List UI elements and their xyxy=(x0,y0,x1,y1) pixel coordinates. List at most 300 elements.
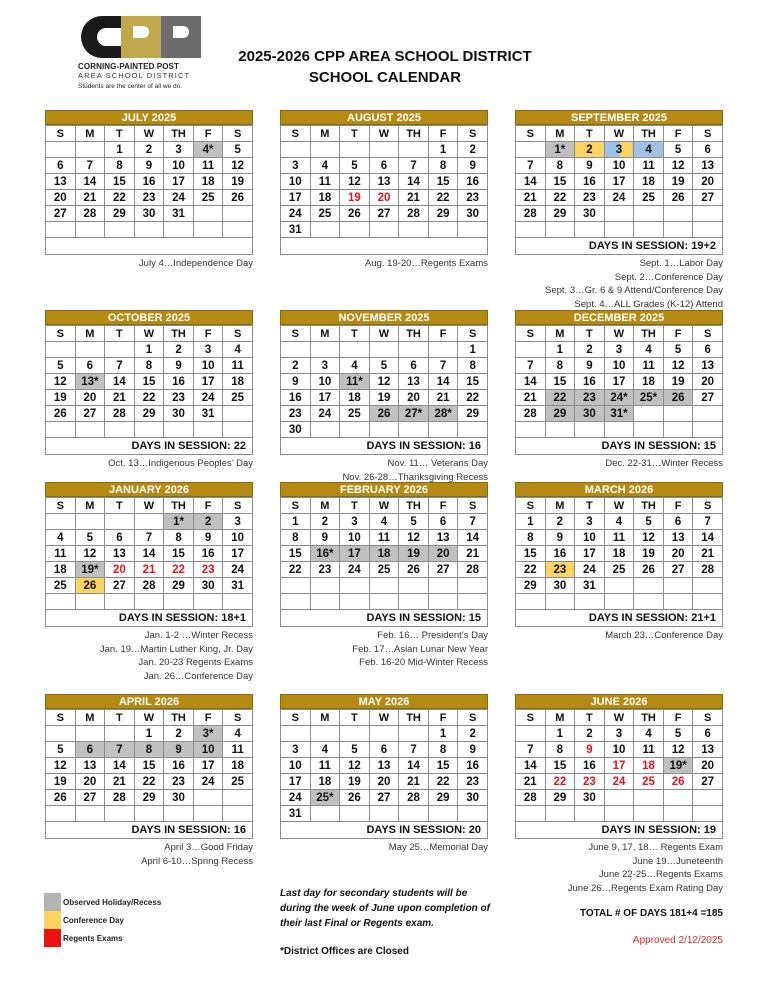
day-cell: 27* xyxy=(399,406,429,422)
day-cell: 7 xyxy=(105,742,135,758)
week-row xyxy=(281,358,488,374)
day-cell: 15 xyxy=(105,174,135,190)
day-cell: 13 xyxy=(46,174,76,190)
week-row xyxy=(281,206,488,222)
day-cell: 29 xyxy=(458,406,488,422)
day-cell xyxy=(193,806,223,822)
day-cell: 10 xyxy=(575,530,605,546)
month-march-2026 xyxy=(515,482,723,643)
note-line: Jan. 26…Conference Day xyxy=(143,670,253,682)
week-row xyxy=(46,742,253,758)
day-cell: 10 xyxy=(340,530,370,546)
day-cell: 31 xyxy=(281,806,311,822)
day-cell: 3 xyxy=(281,742,311,758)
day-cell xyxy=(340,342,370,358)
day-cell xyxy=(193,790,223,806)
week-row xyxy=(516,342,723,358)
logo-name: CORNING-PAINTED POST xyxy=(78,62,179,71)
weekday-header: W xyxy=(134,126,164,142)
week-row xyxy=(281,422,488,438)
day-cell: 17 xyxy=(164,174,194,190)
day-cell: 26 xyxy=(663,190,693,206)
day-cell: 11 xyxy=(193,158,223,174)
note-line: June 26…Regents Exam Rating Day xyxy=(567,882,723,894)
day-cell: 20 xyxy=(75,774,105,790)
week-row xyxy=(281,806,488,822)
day-cell xyxy=(223,406,253,422)
day-cell: 14 xyxy=(105,374,135,390)
day-cell: 5 xyxy=(663,142,693,158)
day-cell: 19 xyxy=(223,174,253,190)
month-table xyxy=(515,709,723,822)
day-cell: 14 xyxy=(399,758,429,774)
week-row xyxy=(46,222,253,238)
note-line: Jan. 1-2 …Winter Recess xyxy=(144,630,253,641)
logo-tagline: Students are the center of all we do. xyxy=(78,83,183,90)
day-cell xyxy=(399,594,429,610)
weekday-header: M xyxy=(545,326,575,342)
day-cell: 13 xyxy=(693,358,723,374)
day-cell: 7 xyxy=(134,530,164,546)
month-table xyxy=(280,497,488,610)
day-cell xyxy=(193,594,223,610)
month-table xyxy=(280,325,488,438)
day-cell: 22 xyxy=(428,190,458,206)
day-cell: 23 xyxy=(134,190,164,206)
day-cell: 7 xyxy=(693,514,723,530)
day-cell: 26 xyxy=(663,390,693,406)
week-row xyxy=(46,562,253,578)
day-cell: 12 xyxy=(46,758,76,774)
day-cell: 31 xyxy=(223,578,253,594)
day-cell: 25 xyxy=(223,774,253,790)
day-cell xyxy=(634,806,664,822)
weekday-header: T xyxy=(575,126,605,142)
day-cell: 27 xyxy=(105,578,135,594)
weekday-header: F xyxy=(663,710,693,726)
month-april-2026 xyxy=(45,694,253,868)
weekday-header: F xyxy=(428,710,458,726)
day-cell: 16 xyxy=(575,174,605,190)
day-cell: 22 xyxy=(105,190,135,206)
day-cell: 14 xyxy=(75,174,105,190)
weekday-header: TH xyxy=(634,126,664,142)
day-cell: 13* xyxy=(75,374,105,390)
weekday-header: F xyxy=(428,126,458,142)
weekday-header: TH xyxy=(399,710,429,726)
day-cell: 8 xyxy=(545,742,575,758)
weekday-header: S xyxy=(281,126,311,142)
day-cell: 19 xyxy=(663,174,693,190)
week-row xyxy=(516,774,723,790)
days-in-session: DAYS IN SESSION: 16 xyxy=(45,822,253,839)
day-cell: 2 xyxy=(545,514,575,530)
day-cell xyxy=(663,790,693,806)
day-cell xyxy=(46,422,76,438)
weekday-header: S xyxy=(223,126,253,142)
week-row xyxy=(516,374,723,390)
conference-swatch-icon xyxy=(44,911,61,929)
month-title: JUNE 2026 xyxy=(515,694,723,709)
day-cell: 15 xyxy=(458,374,488,390)
weekday-header: F xyxy=(193,126,223,142)
day-cell: 22 xyxy=(545,190,575,206)
title-line-1: 2025-2026 CPP AREA SCHOOL DISTRICT xyxy=(238,48,532,65)
day-cell xyxy=(369,594,399,610)
day-cell: 27 xyxy=(428,562,458,578)
day-cell: 11 xyxy=(223,358,253,374)
day-cell: 5 xyxy=(46,742,76,758)
day-cell xyxy=(693,206,723,222)
weekday-header: S xyxy=(223,498,253,514)
day-cell: 6 xyxy=(693,142,723,158)
day-cell: 13 xyxy=(105,546,135,562)
day-cell: 17 xyxy=(281,774,311,790)
day-cell: 5 xyxy=(634,514,664,530)
day-cell: 27 xyxy=(46,206,76,222)
weekday-header: F xyxy=(663,126,693,142)
day-cell: 11 xyxy=(46,546,76,562)
day-cell xyxy=(399,222,429,238)
note-line: April 6-10…Spring Recess xyxy=(141,855,253,867)
weekday-header: TH xyxy=(164,126,194,142)
day-cell: 9 xyxy=(458,742,488,758)
week-row xyxy=(46,206,253,222)
day-cell: 15 xyxy=(545,174,575,190)
day-cell xyxy=(134,594,164,610)
day-cell: 12 xyxy=(340,758,370,774)
day-cell: 24 xyxy=(604,774,634,790)
note-line: Dec. 22-31…Winter Recess xyxy=(605,458,723,469)
day-cell: 11 xyxy=(223,742,253,758)
weekday-header: T xyxy=(575,326,605,342)
day-cell xyxy=(340,594,370,610)
days-in-session: DAYS IN SESSION: 15 xyxy=(280,610,488,627)
week-row xyxy=(516,530,723,546)
day-cell: 5 xyxy=(663,342,693,358)
day-cell xyxy=(310,594,340,610)
day-cell: 25 xyxy=(604,562,634,578)
day-cell: 24 xyxy=(281,206,311,222)
day-cell: 23 xyxy=(281,406,311,422)
weekday-header: TH xyxy=(399,126,429,142)
weekday-header: TH xyxy=(164,710,194,726)
weekday-header: M xyxy=(75,498,105,514)
month-title: NOVEMBER 2025 xyxy=(280,310,488,325)
day-cell xyxy=(663,578,693,594)
day-cell xyxy=(428,222,458,238)
day-cell xyxy=(634,206,664,222)
day-cell: 28 xyxy=(516,406,546,422)
day-cell xyxy=(46,594,76,610)
day-cell: 4 xyxy=(369,514,399,530)
day-cell: 22 xyxy=(545,774,575,790)
week-row xyxy=(281,758,488,774)
day-cell: 10 xyxy=(310,374,340,390)
day-cell: 23 xyxy=(575,390,605,406)
day-cell xyxy=(193,422,223,438)
day-cell: 29 xyxy=(105,206,135,222)
day-cell: 1 xyxy=(105,142,135,158)
day-cell xyxy=(281,726,311,742)
day-cell: 14 xyxy=(134,546,164,562)
day-cell: 20 xyxy=(105,562,135,578)
day-cell: 31 xyxy=(575,578,605,594)
weekday-header: T xyxy=(105,710,135,726)
day-cell: 5 xyxy=(223,142,253,158)
day-cell: 29 xyxy=(134,406,164,422)
day-cell xyxy=(105,342,135,358)
weekday-header: S xyxy=(223,710,253,726)
day-cell xyxy=(369,222,399,238)
day-cell: 16 xyxy=(281,390,311,406)
day-cell: 14 xyxy=(458,530,488,546)
week-row xyxy=(516,222,723,238)
weekday-header: F xyxy=(428,326,458,342)
day-cell xyxy=(310,222,340,238)
day-cell: 6 xyxy=(369,742,399,758)
day-cell: 17 xyxy=(575,546,605,562)
day-cell xyxy=(604,594,634,610)
day-cell: 10 xyxy=(193,358,223,374)
day-cell xyxy=(399,342,429,358)
note-line: Nov. 11… Veterans Day xyxy=(387,458,488,469)
day-cell: 13 xyxy=(369,758,399,774)
day-cell: 20 xyxy=(369,190,399,206)
weekday-header: TH xyxy=(634,498,664,514)
day-cell xyxy=(281,342,311,358)
day-cell xyxy=(164,594,194,610)
day-cell xyxy=(575,422,605,438)
day-cell: 14 xyxy=(516,174,546,190)
day-cell: 4 xyxy=(310,742,340,758)
day-cell: 28 xyxy=(399,790,429,806)
day-cell: 16 xyxy=(164,374,194,390)
day-cell xyxy=(545,806,575,822)
day-cell: 9 xyxy=(545,530,575,546)
month-title: DECEMBER 2025 xyxy=(515,310,723,325)
day-cell xyxy=(223,206,253,222)
weekday-header: T xyxy=(340,326,370,342)
week-row xyxy=(46,774,253,790)
day-cell: 4 xyxy=(634,142,664,158)
weekday-header: T xyxy=(340,710,370,726)
weekday-header: F xyxy=(663,326,693,342)
day-cell xyxy=(75,514,105,530)
weekday-header: W xyxy=(604,498,634,514)
day-cell xyxy=(575,594,605,610)
day-cell xyxy=(340,578,370,594)
note-line: June 19…Juneteenth xyxy=(632,855,723,867)
day-cell xyxy=(693,406,723,422)
week-row xyxy=(516,758,723,774)
day-cell xyxy=(46,342,76,358)
weekday-header: W xyxy=(604,326,634,342)
day-cell xyxy=(545,422,575,438)
week-row xyxy=(281,594,488,610)
day-cell: 27 xyxy=(369,790,399,806)
week-row xyxy=(46,806,253,822)
day-cell xyxy=(223,422,253,438)
day-cell: 25 xyxy=(310,206,340,222)
day-cell: 3 xyxy=(281,158,311,174)
day-cell: 6 xyxy=(693,726,723,742)
day-cell: 6 xyxy=(105,530,135,546)
day-cell xyxy=(663,406,693,422)
day-cell xyxy=(134,806,164,822)
week-row xyxy=(46,142,253,158)
day-cell xyxy=(75,726,105,742)
month-notes xyxy=(45,841,253,868)
day-cell xyxy=(604,790,634,806)
day-cell: 4 xyxy=(223,726,253,742)
day-cell: 1* xyxy=(545,142,575,158)
total-days: TOTAL # OF DAYS 181+4 =185 xyxy=(579,908,723,919)
day-cell: 10 xyxy=(604,158,634,174)
weekday-header: F xyxy=(193,498,223,514)
day-cell: 20 xyxy=(369,774,399,790)
day-cell: 11 xyxy=(634,158,664,174)
day-cell: 30 xyxy=(575,406,605,422)
week-row xyxy=(281,374,488,390)
day-cell: 5 xyxy=(75,530,105,546)
weekday-header: S xyxy=(46,326,76,342)
day-cell: 1 xyxy=(134,342,164,358)
note-line: Aug. 19-20…Regents Exams xyxy=(364,258,488,269)
day-cell: 21 xyxy=(516,774,546,790)
day-cell: 18 xyxy=(223,758,253,774)
days-in-session xyxy=(45,238,253,255)
weekday-header: S xyxy=(223,326,253,342)
day-cell: 9 xyxy=(164,742,194,758)
day-cell xyxy=(428,806,458,822)
day-cell: 16* xyxy=(310,546,340,562)
day-cell: 21 xyxy=(693,546,723,562)
day-cell: 5 xyxy=(399,514,429,530)
day-cell: 9 xyxy=(193,530,223,546)
weekday-header: T xyxy=(105,126,135,142)
day-cell xyxy=(663,222,693,238)
weekday-header: S xyxy=(693,498,723,514)
day-cell: 1 xyxy=(281,514,311,530)
day-cell xyxy=(75,222,105,238)
week-row xyxy=(46,726,253,742)
weekday-header: W xyxy=(134,498,164,514)
day-cell: 29 xyxy=(428,790,458,806)
day-cell: 12 xyxy=(663,158,693,174)
weekday-header: W xyxy=(134,710,164,726)
day-cell: 21 xyxy=(399,774,429,790)
day-cell: 25 xyxy=(634,774,664,790)
note-line: Jan. 20-23 Regents Exams xyxy=(138,657,253,668)
legend-item-regents: Regents Exams xyxy=(44,929,161,947)
day-cell: 27 xyxy=(693,190,723,206)
days-in-session: DAYS IN SESSION: 19+2 xyxy=(515,238,723,255)
day-cell: 6 xyxy=(75,742,105,758)
day-cell: 8 xyxy=(281,530,311,546)
day-cell: 25* xyxy=(310,790,340,806)
day-cell: 19 xyxy=(46,390,76,406)
day-cell xyxy=(310,806,340,822)
weekday-header: S xyxy=(281,498,311,514)
day-cell xyxy=(134,422,164,438)
day-cell: 6 xyxy=(75,358,105,374)
note-line: Feb. 16-20 Mid-Winter Recess xyxy=(359,657,488,668)
day-cell: 27 xyxy=(693,774,723,790)
day-cell: 23 xyxy=(164,390,194,406)
holiday-swatch-icon xyxy=(44,893,61,911)
month-table xyxy=(45,497,253,610)
day-cell: 1 xyxy=(428,726,458,742)
week-row xyxy=(281,742,488,758)
day-cell: 26 xyxy=(46,790,76,806)
week-row xyxy=(516,806,723,822)
day-cell: 15 xyxy=(516,546,546,562)
day-cell xyxy=(46,142,76,158)
day-cell xyxy=(545,222,575,238)
note-line: March 23…Conference Day xyxy=(605,630,723,641)
day-cell: 17 xyxy=(604,758,634,774)
weekday-header: T xyxy=(340,126,370,142)
day-cell: 29 xyxy=(134,790,164,806)
day-cell: 2 xyxy=(193,514,223,530)
day-cell xyxy=(75,142,105,158)
day-cell: 12 xyxy=(634,530,664,546)
day-cell: 24* xyxy=(604,390,634,406)
day-cell: 19 xyxy=(340,774,370,790)
weekday-header: S xyxy=(693,710,723,726)
day-cell: 1 xyxy=(516,514,546,530)
day-cell: 7 xyxy=(516,358,546,374)
weekday-header: M xyxy=(75,326,105,342)
note-line: July 4…Independence Day xyxy=(138,258,253,269)
month-table xyxy=(45,125,253,238)
day-cell: 18 xyxy=(340,390,370,406)
day-cell: 23 xyxy=(458,774,488,790)
day-cell: 21 xyxy=(399,190,429,206)
month-december-2025 xyxy=(515,310,723,471)
day-cell: 18 xyxy=(634,374,664,390)
day-cell: 10 xyxy=(164,158,194,174)
note-line: April 3…Good Friday xyxy=(164,842,253,853)
day-cell: 29 xyxy=(545,206,575,222)
week-row xyxy=(516,390,723,406)
day-cell xyxy=(46,514,76,530)
day-cell: 20 xyxy=(693,758,723,774)
day-cell: 26 xyxy=(634,562,664,578)
month-may-2026 xyxy=(280,694,488,855)
day-cell xyxy=(105,726,135,742)
week-row xyxy=(281,342,488,358)
day-cell: 7 xyxy=(516,742,546,758)
day-cell: 20 xyxy=(399,390,429,406)
day-cell xyxy=(663,206,693,222)
day-cell xyxy=(458,578,488,594)
month-september-2025 xyxy=(515,110,723,311)
day-cell xyxy=(281,142,311,158)
day-cell xyxy=(516,594,546,610)
weekday-header: M xyxy=(75,710,105,726)
note-line: Sept. 4…ALL Grades (K-12) Attend xyxy=(574,298,723,310)
day-cell: 14 xyxy=(428,374,458,390)
day-cell xyxy=(399,726,429,742)
day-cell xyxy=(75,422,105,438)
day-cell: 28 xyxy=(134,578,164,594)
day-cell: 25 xyxy=(634,190,664,206)
day-cell: 22 xyxy=(458,390,488,406)
weekday-header: TH xyxy=(164,498,194,514)
day-cell xyxy=(516,342,546,358)
